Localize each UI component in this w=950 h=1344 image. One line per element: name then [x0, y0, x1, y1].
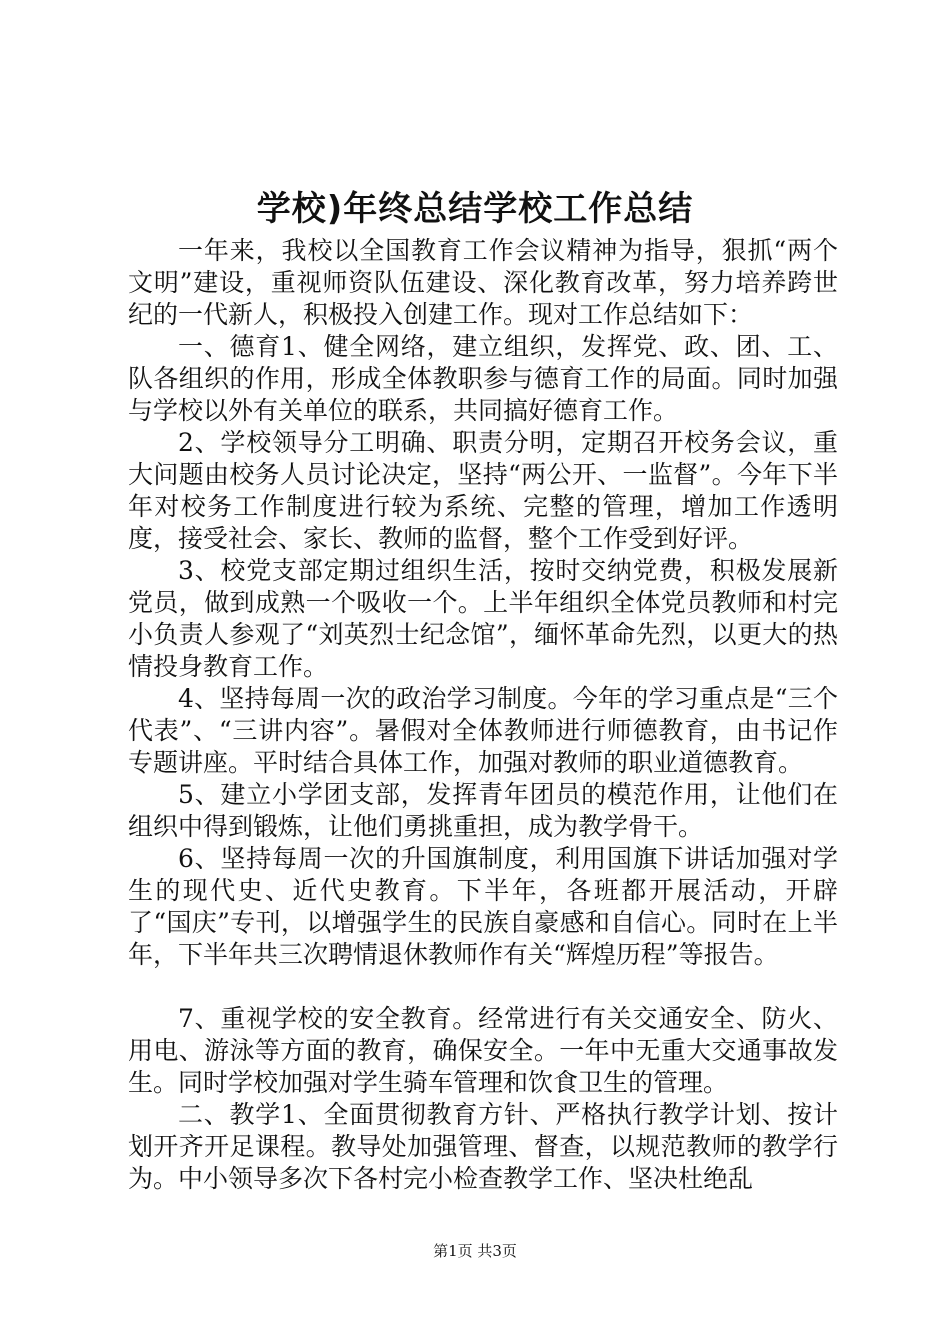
paragraph-moral-2: 2、学校领导分工明确、职责分明，定期召开校务会议，重大问题由校务人员讨论决定，坚持“两公开、一监督”。今年下半年对校务工作制度进行较为系统、完整的管理，增加工作透明度，接受社会、家长、教师的监督，整个工作受到好评。 [128, 428, 838, 553]
page-number-footer: 第1页 共3页 [433, 1242, 517, 1260]
paragraph-intro: 一年来，我校以全国教育工作会议精神为指导，狠抓“两个文明”建设，重视师资队伍建设、深化教育改革，努力培养跨世纪的一代新人，积极投入创建工作。现对工作总结如下： [128, 236, 838, 329]
paragraph-moral-4: 4、坚持每周一次的政治学习制度。今年的学习重点是“三个代表”、“三讲内容”。暑假对全体教师进行师德教育，由书记作专题讲座。平时结合具体工作，加强对教师的职业道德教育。 [128, 684, 838, 777]
document-body [128, 235, 838, 1195]
paragraph-moral-1: 一、德育1、健全网络，建立组织，发挥党、政、团、工、队各组织的作用，形成全体教职参与德育工作的局面。同时加强与学校以外有关单位的联系，共同搞好德育工作。 [128, 332, 838, 425]
paragraph-moral-3: 3、校党支部定期过组织生活，按时交纳党费，积极发展新党员，做到成熟一个吸收一个。上半年组织全体党员教师和村完小负责人参观了“刘英烈士纪念馆”，缅怀革命先烈，以更大的热情投身教育工作。 [128, 556, 838, 681]
paragraph-moral-7: 7、重视学校的安全教育。经常进行有关交通安全、防火、用电、游泳等方面的教育，确保安全。一年中无重大交通事故发生。同时学校加强对学生骑车管理和饮食卫生的管理。 [128, 1004, 838, 1097]
document-title: 学校)年终总结学校工作总结 [256, 189, 694, 229]
paragraph-moral-6: 6、坚持每周一次的升国旗制度，利用国旗下讲话加强对学生的现代史、近代史教育。下半年，各班都开展活动，开辟了“国庆”专刊，以增强学生的民族自豪感和自信心。同时在上半年，下半年共三次聘情退休教师作有关“辉煌历程”等报告。 [128, 844, 838, 969]
paragraph-teaching-1: 二、教学1、全面贯彻教育方针、严格执行教学计划、按计划开齐开足课程。教导处加强管理、督查，以规范教师的教学行为。中小领导多次下各村完小检查教学工作、坚决杜绝乱 [128, 1100, 838, 1193]
paragraph-moral-5: 5、建立小学团支部，发挥青年团员的模范作用，让他们在组织中得到锻炼，让他们勇挑重担，成为教学骨干。 [128, 780, 838, 841]
